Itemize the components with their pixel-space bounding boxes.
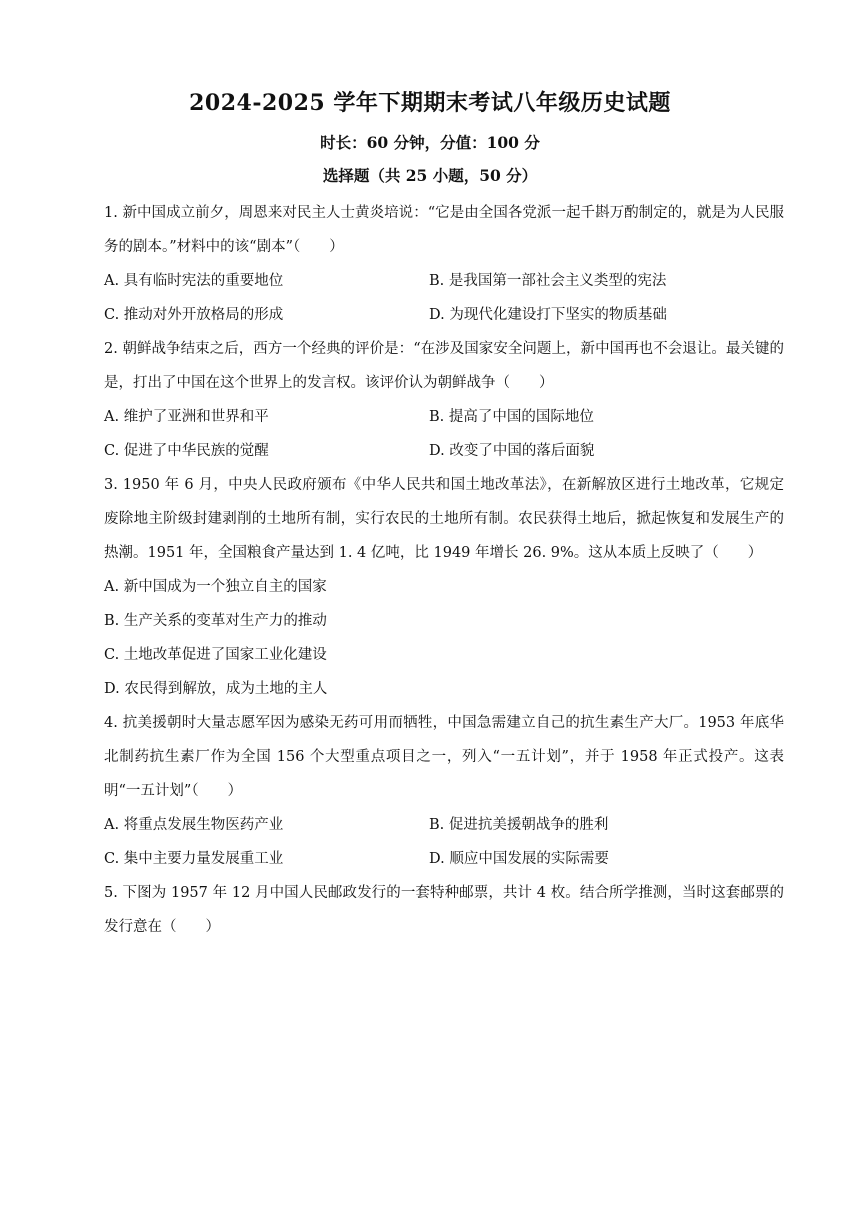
option-a: A. 维护了亚洲和世界和平	[104, 409, 269, 425]
option-row	[104, 400, 784, 434]
question-4	[104, 706, 784, 876]
option-a: A. 将重点发展生物医药产业	[104, 817, 284, 833]
option-b: B. 提高了中国的国际地位	[429, 409, 594, 425]
question-2	[104, 332, 784, 468]
option-row	[104, 842, 784, 876]
option-row	[104, 434, 784, 468]
question-stem: 4. 抗美援朝时大量志愿军因为感染无药可用而牺牲，中国急需建立自己的抗生素生产大厂。1953 年底华北制药抗生素厂作为全国 156 个大型重点项目之一，列入“一五计划”，并于 1958 年正式投产。这表明“一五计划”（ ）	[104, 715, 784, 799]
option-b: B. 生产关系的变革对生产力的推动	[104, 613, 327, 629]
section-heading: 选择题（共 25 小题，50 分）	[322, 166, 538, 185]
option-b: B. 促进抗美援朝战争的胜利	[429, 817, 609, 833]
exam-duration: 时长：60 分钟，分值：100 分	[320, 133, 540, 152]
option-row	[104, 298, 784, 332]
option-d: D. 改变了中国的落后面貌	[429, 443, 595, 459]
question-5	[104, 876, 784, 944]
option-row	[104, 808, 784, 842]
question-stem: 5. 下图为 1957 年 12 月中国人民邮政发行的一套特种邮票，共计 4 枚。结合所学推测，当时这套邮票的发行意在（ ）	[104, 885, 784, 935]
option-d: D. 顺应中国发展的实际需要	[429, 851, 609, 867]
option-row	[104, 264, 784, 298]
question-stem: 1. 新中国成立前夕，周恩来对民主人士黄炎培说：“它是由全国各党派一起千斟万酌制定的，就是为人民服务的剧本。”材料中的该“剧本”（ ）	[104, 205, 784, 255]
option-c: C. 促进了中华民族的觉醒	[104, 443, 269, 459]
question-list	[104, 196, 784, 944]
question-stem: 2. 朝鲜战争结束之后，西方一个经典的评价是：“在涉及国家安全问题上，新中国再也不会退让。最关键的是，打出了中国在这个世界上的发言权。该评价认为朝鲜战争（ ）	[104, 341, 784, 391]
option-b: B. 是我国第一部社会主义类型的宪法	[429, 273, 667, 289]
option-d: D. 为现代化建设打下坚实的物质基础	[429, 307, 667, 323]
option-c: C. 土地改革促进了国家工业化建设	[104, 647, 327, 663]
option-a: A. 具有临时宪法的重要地位	[104, 273, 284, 289]
option-d: D. 农民得到解放，成为土地的主人	[104, 681, 328, 697]
question-stem: 3. 1950 年 6 月，中央人民政府颁布《中华人民共和国土地改革法》，在新解放区进行土地改革，它规定废除地主阶级封建剥削的土地所有制，实行农民的土地所有制。农民获得土地后，掀起恢复和发展生产的热潮。1951 年，全国粮食产量达到 1. 4 亿吨，比 1949 年增长 26. 9%。这从本质上反映了（ ）	[104, 477, 784, 561]
question-3	[104, 468, 784, 706]
option-c: C. 推动对外开放格局的形成	[104, 307, 284, 323]
option-c: C. 集中主要力量发展重工业	[104, 851, 284, 867]
exam-title: 2024-2025 学年下期期末考试八年级历史试题	[189, 90, 671, 116]
option-a: A. 新中国成为一个独立自主的国家	[104, 579, 327, 595]
question-1	[104, 196, 784, 332]
